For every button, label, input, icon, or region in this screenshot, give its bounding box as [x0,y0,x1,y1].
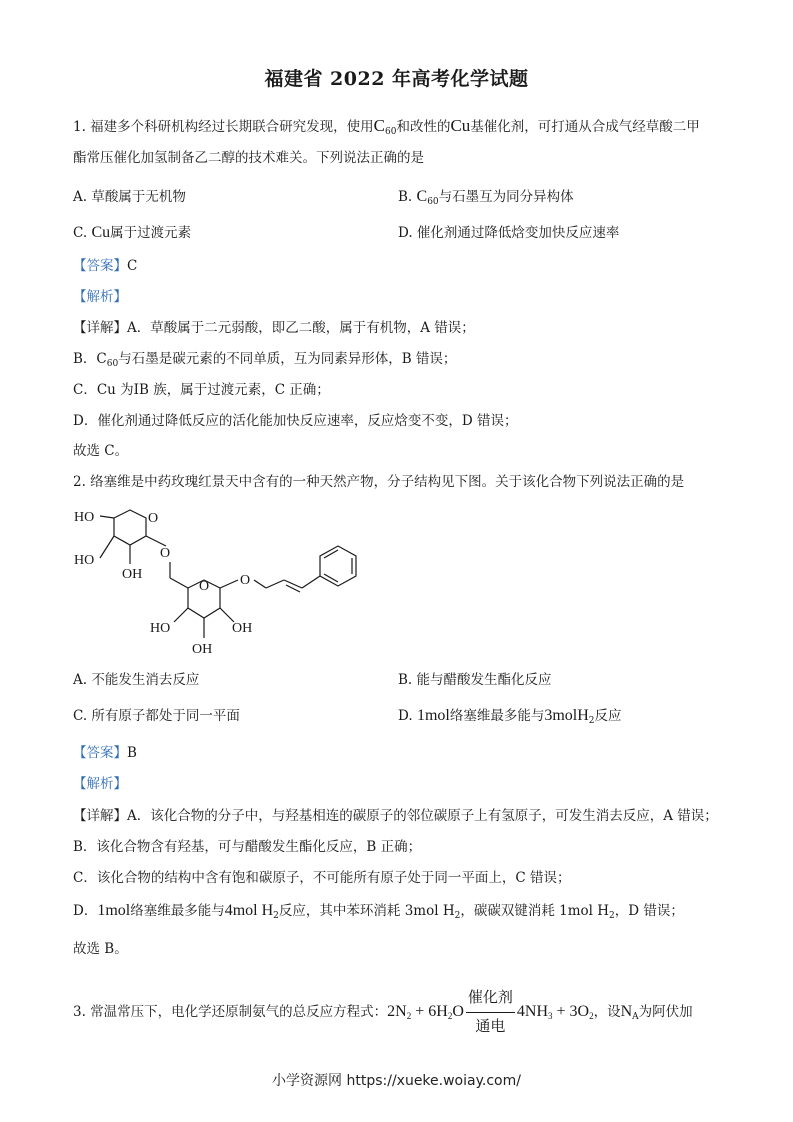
c60-subscript: 60 [385,127,397,137]
q1-answer [73,256,137,276]
avogadro-subscript: A [632,1012,639,1023]
mol-label-oh-bottom: OH [192,642,213,657]
q3-stem [73,985,693,1040]
q1-analysis-label: 【解析】 [73,289,127,305]
detail-text: A．该化合物的分子中，与羟基相连的碳原子的邻位碳原子上有氢原子，可发生消去反应，A 错误； [127,808,718,824]
mol-label-oh-right: OH [232,621,253,636]
q2-detail-1 [73,806,718,826]
eq-o: O [452,1003,464,1021]
answer-label: 【答案】 [73,745,127,761]
q1-option-c-label: C. [73,225,88,241]
reaction-condition [466,985,515,1040]
mol-label-o-ring-bottom: O [199,579,210,594]
amount-1mol: 1mol [416,707,450,724]
q2-option-a: A. 不能发生消去反应 [73,672,200,688]
detail-text: ，碳碳双键消耗 1mol H [460,903,610,919]
q2-analysis-label: 【解析】 [73,776,127,792]
detail-label: 【详解】 [73,320,127,336]
h2-subscript: 2 [588,716,595,726]
h2-subscript: 2 [454,911,461,921]
condition-electricity: 通电 [475,1019,506,1035]
detail-text: 络塞维最多能与 [130,903,225,919]
q2-option-d-text-end: 反应 [594,708,622,724]
q1-stem-text-a: 1. 福建多个科研机构经过长期联合研究发现，使用 [73,119,374,135]
q3-stem-text: ，设 [593,1004,621,1021]
q1-stem-line2: 酯常压催化加氢制备乙二醇的技术难关。下列说法正确的是 [73,150,424,166]
q2-option-d-label: D. [398,708,413,724]
answer-value: C [127,258,138,274]
q2-detail-4 [73,901,684,926]
eq-subscript: 2 [447,1011,453,1022]
q1-detail-4: D．催化剂通过降低反应的活化能加快反应速率，反应焓变不变，D 错误； [73,413,518,429]
page-title: 福建省 2022 年高考化学试题 [264,68,529,90]
detail-text: 反应，其中苯环消耗 3mol H [278,903,455,919]
mol-label-ho-top: HO [74,510,95,525]
reaction-equation [387,990,594,1035]
q2-stem: 2. 络塞维是中药玫瑰红景天中含有的一种天然产物，分子结构见下图。关于该化合物下列说法正确的是 [73,474,685,490]
c60-subscript: 60 [427,197,439,207]
amount-4mol-h2: 4mol H [224,902,274,919]
c60-subscript: 60 [106,359,119,369]
q1-stem-line1 [73,116,700,142]
eq-o2: + 3O [552,1003,590,1021]
q1-option-c-text: 属于过渡元素 [110,225,192,241]
q1-detail-2 [73,349,456,374]
answer-value: B [127,745,137,761]
detail-text: A．草酸属于二元弱酸，即乙二酸，属于有机物，A 错误； [127,320,475,336]
detail-text: ，D 错误； [614,903,684,919]
c60-formula: C [373,116,386,135]
q1-detail-3: C．Cu 为IB 族，属于过渡元素，C 正确； [73,382,330,398]
q1-stem-text-c: 基催化剂，可打通从合成气经草酸二甲 [470,119,700,135]
mol-label-o-link: O [160,546,171,561]
q3-stem-text: 3. 常温常压下，电化学还原制氨气的总反应方程式： [73,1004,388,1021]
eq-subscript: 3 [548,1011,553,1022]
q1-option-b [398,187,574,212]
q2-detail-3: C．该化合物的结构中含有饱和碳原子，不可能所有原子处于同一平面上，C 错误； [73,870,571,886]
condition-catalyst: 催化剂 [466,985,515,1013]
avogadro-symbol: N [620,1003,633,1021]
q3-stem-text-end: 为阿伏加 [638,1004,693,1021]
q1-option-a: A. 草酸属于无机物 [73,189,186,205]
q2-option-d-text: 络塞维最多能与 [449,708,545,724]
mol-label-o-ring-top: O [148,511,159,526]
answer-label: 【答案】 [73,258,127,274]
eq-subscript: 2 [406,1011,412,1022]
molecule-structure-diagram [70,500,380,660]
mol-label-oh-mid: OH [122,567,143,582]
amount-1mol: 1mol [97,902,131,919]
mol-label-o-ether: O [240,573,251,588]
q2-detail-2: B．该化合物含有羟基，可与醋酸发生酯化反应，B 正确； [73,839,422,855]
q2-answer [73,743,137,763]
eq-nh3: 4NH [516,1003,548,1021]
amount-3mol-h2: 3molH [544,707,589,724]
c60-formula: C [416,188,428,205]
footer-source: 小学资源网 https://xueke.woiay.com/ [272,1073,521,1089]
mol-label-ho-left: HO [74,553,95,568]
h2-subscript: 2 [609,911,615,921]
q2-option-b: B. 能与醋酸发生酯化反应 [398,672,552,688]
eq-subscript: 2 [589,1011,594,1022]
detail-text: B．C [73,351,107,367]
q1-stem-text-b: 和改性的 [396,119,451,135]
q1-detail-1 [73,318,475,338]
q1-conclusion: 故选 C。 [73,443,129,459]
q2-option-d [398,706,622,731]
mol-label-ho-bottom: HO [150,621,171,636]
q1-option-d: D. 催化剂通过降低焓变加快反应速率 [398,225,620,241]
h2-subscript: 2 [273,911,279,921]
q1-option-c [73,223,191,243]
q2-conclusion: 故选 B。 [73,941,128,957]
q2-option-c: C. 所有原子都处于同一平面 [73,708,240,724]
eq-h2o: + 6H [411,1003,448,1021]
q1-option-b-label: B. [398,189,413,205]
detail-label: 【详解】 [73,808,127,824]
eq-n2: 2N [387,1003,407,1021]
cu-formula: Cu [91,224,111,241]
detail-text: D． [73,903,98,919]
detail-text: 与石墨是碳元素的不同单质，互为同素异形体，B 错误； [118,351,457,367]
cu-formula: Cu [450,116,471,135]
q1-option-b-text: 与石墨互为同分异构体 [438,189,574,205]
